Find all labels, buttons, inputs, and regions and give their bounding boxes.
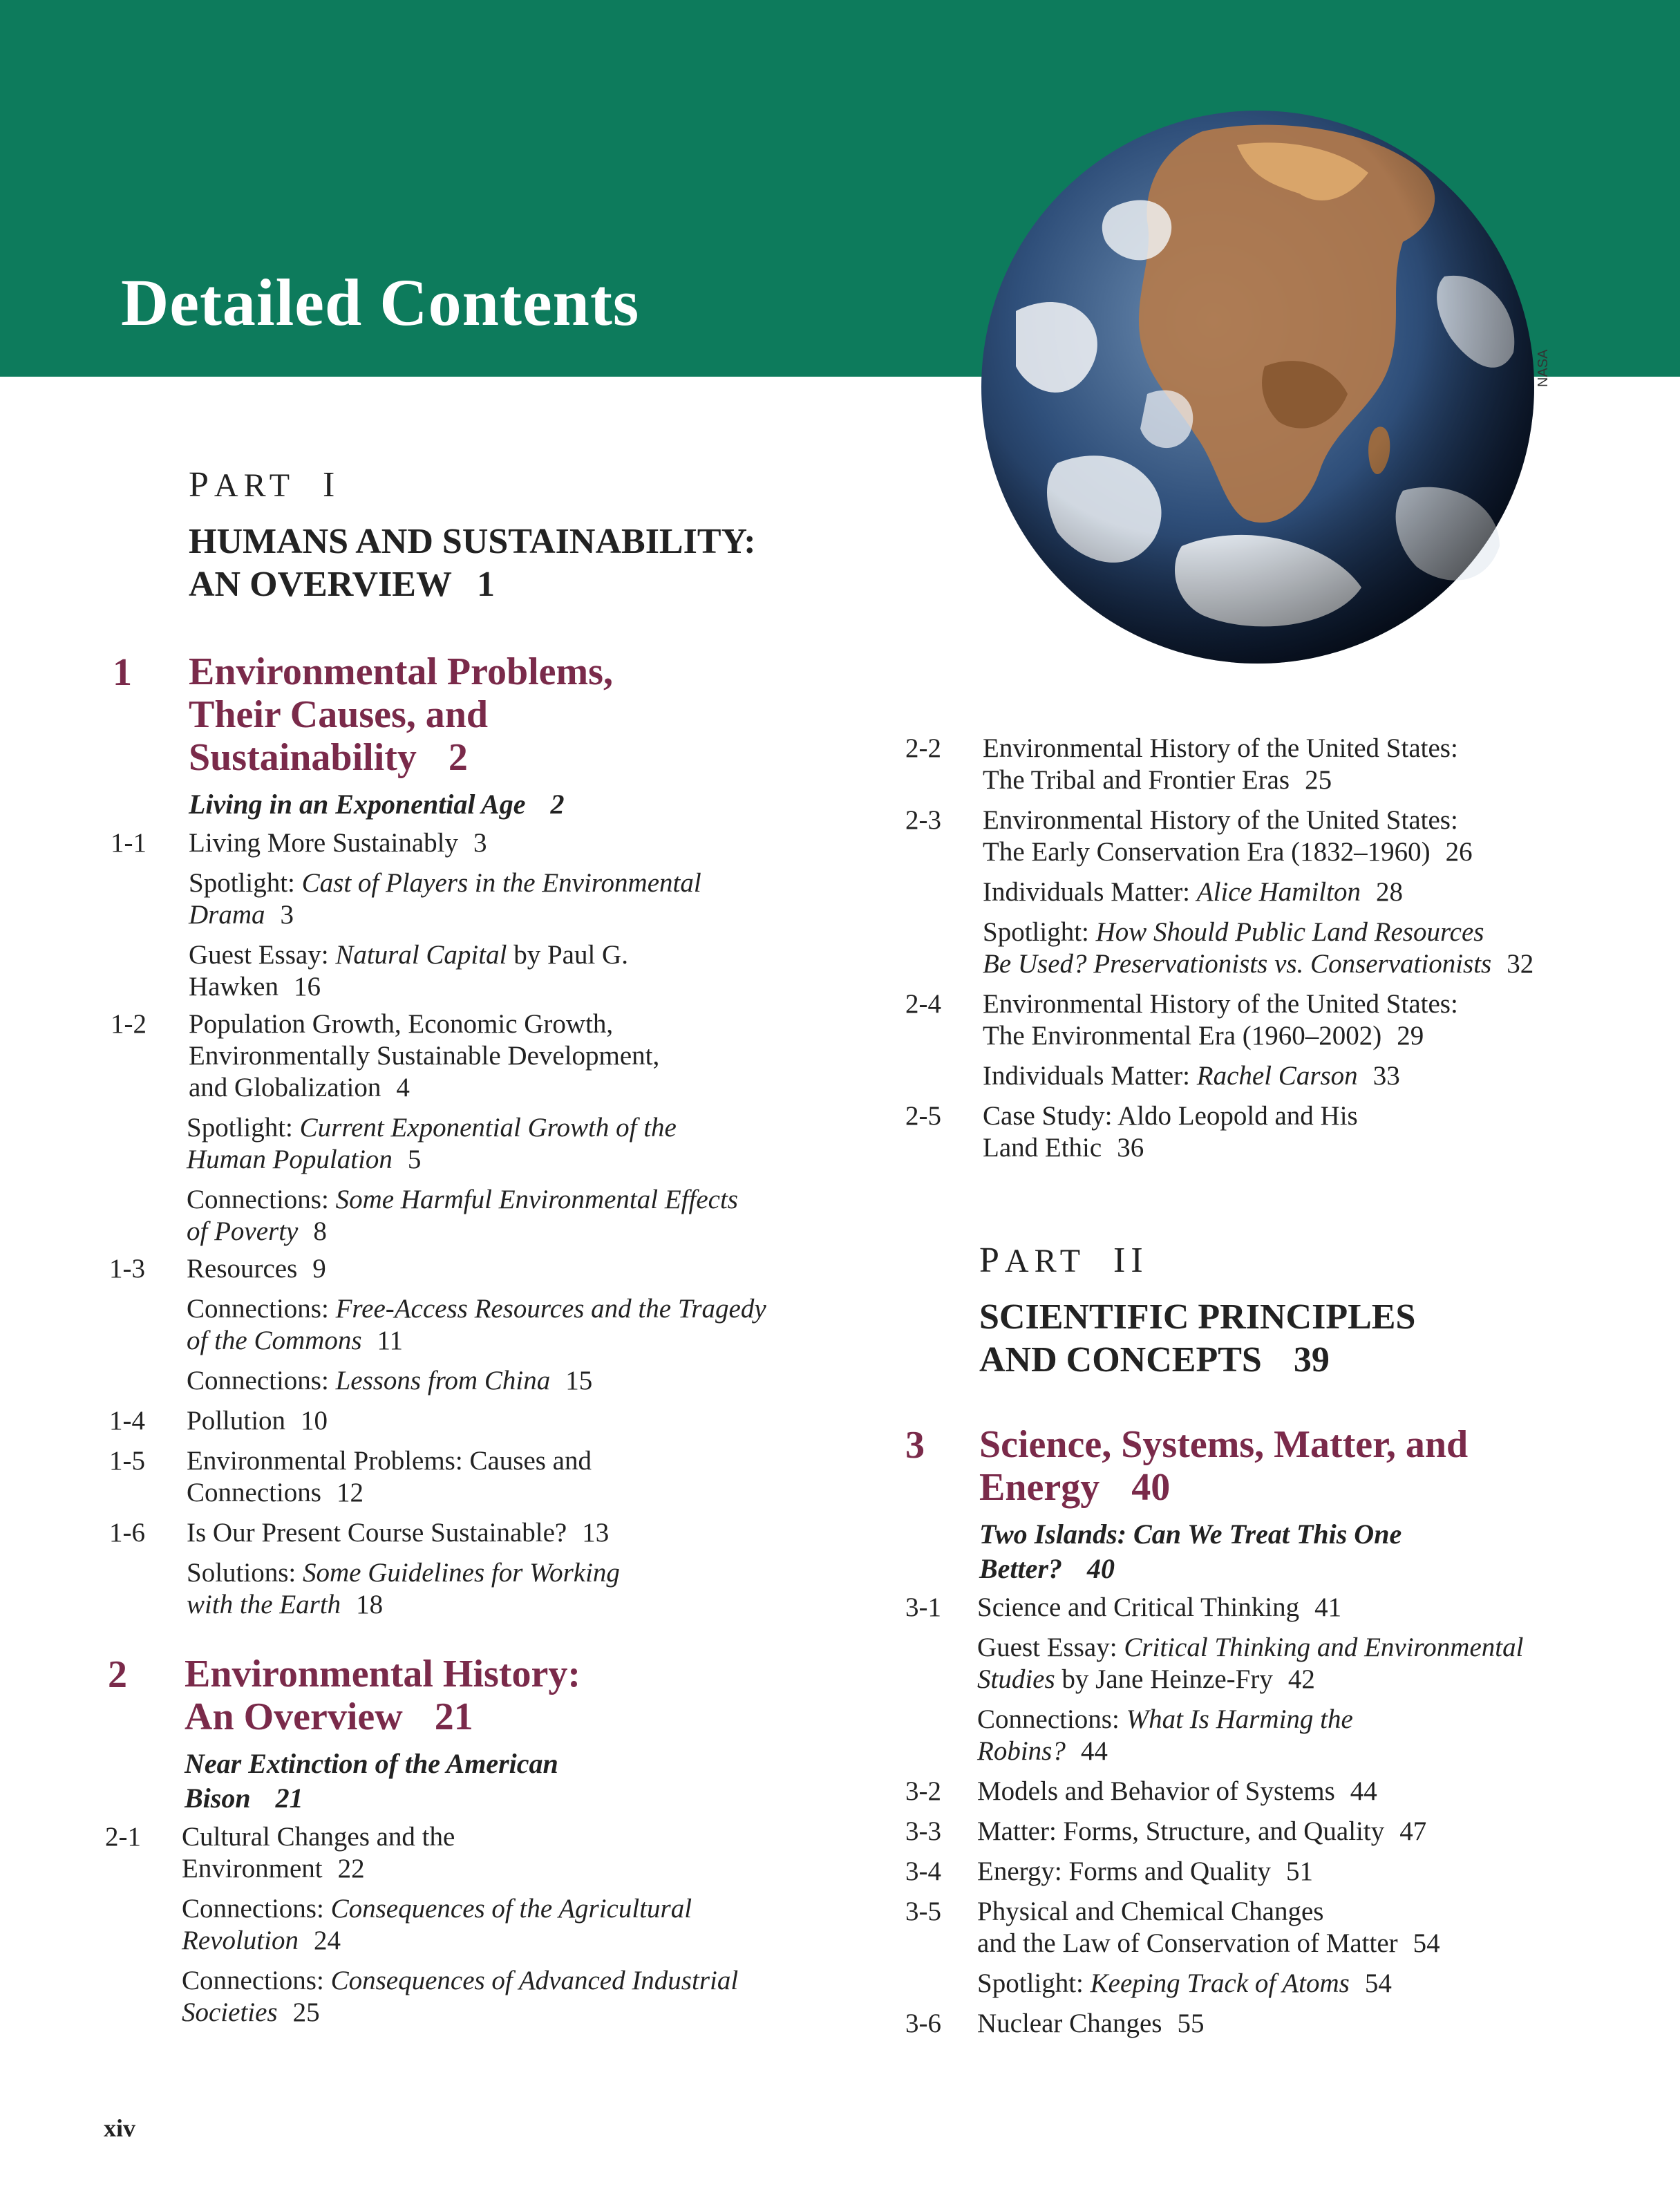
earth-globe-image [974,104,1541,670]
spotlight-entry[interactable]: Spotlight: Current Exponential Growth of the Human Population 5 [187,1113,677,1174]
page-title: Detailed Contents [121,265,640,339]
part-1-label: PART I [189,465,341,505]
part-2-title: SCIENTIFIC PRINCIPLES AND CONCEPTS 39 [979,1297,1416,1380]
section-1-6[interactable]: 1-6 Is Our Present Course Sustainable? 13 [109,1518,610,1548]
spotlight-entry[interactable]: Spotlight: How Should Public Land Resources Be Used? Preservationists vs. Conservationists 32 [983,917,1534,979]
connections-entry[interactable]: Connections: Free-Access Resources and the Tragedy of the Commons 11 [187,1294,766,1355]
chapter-opener: Two Islands: Can We Treat This One Better? 40 [979,1519,1402,1584]
part-2-label: PART II [979,1241,1149,1280]
section-3-3[interactable]: 3-3 Matter: Forms, Structure, and Quality 47 [905,1816,1427,1846]
image-credit: NASA [1536,349,1551,387]
section-1-2[interactable]: 1-2 Population Growth, Economic Growth, Environmentally Sustainable Development, and Globalization 4 [111,1009,660,1102]
connections-entry[interactable]: Connections: What Is Harming the Robins? 44 [977,1704,1353,1766]
section-3-1[interactable]: 3-1 Science and Critical Thinking 41 [905,1592,1342,1622]
chapter-title: Science, Systems, Matter, and Energy 40 [979,1423,1469,1509]
connections-entry[interactable]: Connections: Some Harmful Environmental Effects of Poverty 8 [187,1185,738,1246]
section-3-2[interactable]: 3-2 Models and Behavior of Systems 44 [905,1776,1377,1806]
section-3-4[interactable]: 3-4 Energy: Forms and Quality 51 [905,1856,1313,1886]
chapter-1[interactable] [104,650,795,822]
chapter-title: Environmental Problems, Their Causes, and Sustainability 2 [189,650,613,779]
section-1-3[interactable]: 1-3 Resources 9 [109,1254,326,1284]
right-column [905,733,1596,2040]
chapter-number: 1 [113,651,132,694]
section-3-6[interactable]: 3-6 Nuclear Changes 55 [905,2009,1205,2038]
guest-essay-entry[interactable]: Guest Essay: Natural Capital by Paul G. Hawken 16 [189,940,628,1002]
page-number: xiv [104,2114,136,2142]
chapter-opener: Near Extinction of the American Bison 21 [185,1748,558,1814]
section-1-1[interactable]: 1-1 Living More Sustainably 3 [111,828,487,858]
section-3-5[interactable]: 3-5 Physical and Chemical Changes and the Law of Conservation of Matter 54 [905,1897,1440,1958]
chapter-title: Environmental History: An Overview 21 [185,1653,581,1738]
section-2-2[interactable]: 2-2 Environmental History of the United States: The Tribal and Frontier Eras 25 [905,733,1458,795]
left-column [104,464,795,2029]
spotlight-entry[interactable]: Spotlight: Cast of Players in the Environmental Drama 3 [189,868,701,930]
chapter-opener: Living in an Exponential Age 2 [189,789,565,820]
part-2-heading [979,1240,1596,1382]
individuals-matter-entry[interactable]: Individuals Matter: Rachel Carson 33 [983,1061,1400,1091]
chapter-3[interactable] [905,1423,1596,1586]
solutions-entry[interactable]: Solutions: Some Guidelines for Working with the Earth 18 [187,1558,620,1619]
section-2-4[interactable]: 2-4 Environmental History of the United States: The Environmental Era (1960–2002) 29 [905,989,1458,1051]
connections-entry[interactable]: Connections: Lessons from China 15 [187,1366,593,1395]
chapter-2[interactable] [104,1653,795,1816]
individuals-matter-entry[interactable]: Individuals Matter: Alice Hamilton 28 [983,877,1403,907]
connections-entry[interactable]: Connections: Consequences of the Agricultural Revolution 24 [182,1894,692,1955]
part-1-heading [189,464,795,606]
part-1-title: HUMANS AND SUSTAINABILITY: AN OVERVIEW 1 [189,522,756,604]
section-1-5[interactable]: 1-5 Environmental Problems: Causes and Connections 12 [109,1446,592,1507]
connections-entry[interactable]: Connections: Consequences of Advanced Industrial Societies 25 [182,1966,739,2027]
section-2-1[interactable]: 2-1 Cultural Changes and the Environment 22 [105,1822,455,1883]
section-2-5[interactable]: 2-5 Case Study: Aldo Leopold and His Land Ethic 36 [905,1101,1358,1163]
section-2-3[interactable]: 2-3 Environmental History of the United States: The Early Conservation Era (1832–1960) 26 [905,805,1473,867]
earth-globe-icon [974,104,1541,670]
section-1-4[interactable]: 1-4 Pollution 10 [109,1406,328,1436]
spotlight-entry[interactable]: Spotlight: Keeping Track of Atoms 54 [977,1968,1392,1998]
chapter-number: 2 [108,1653,127,1696]
guest-essay-entry[interactable]: Guest Essay: Critical Thinking and Environmental Studies by Jane Heinze-Fry 42 [977,1633,1524,1694]
chapter-number: 3 [905,1424,925,1467]
